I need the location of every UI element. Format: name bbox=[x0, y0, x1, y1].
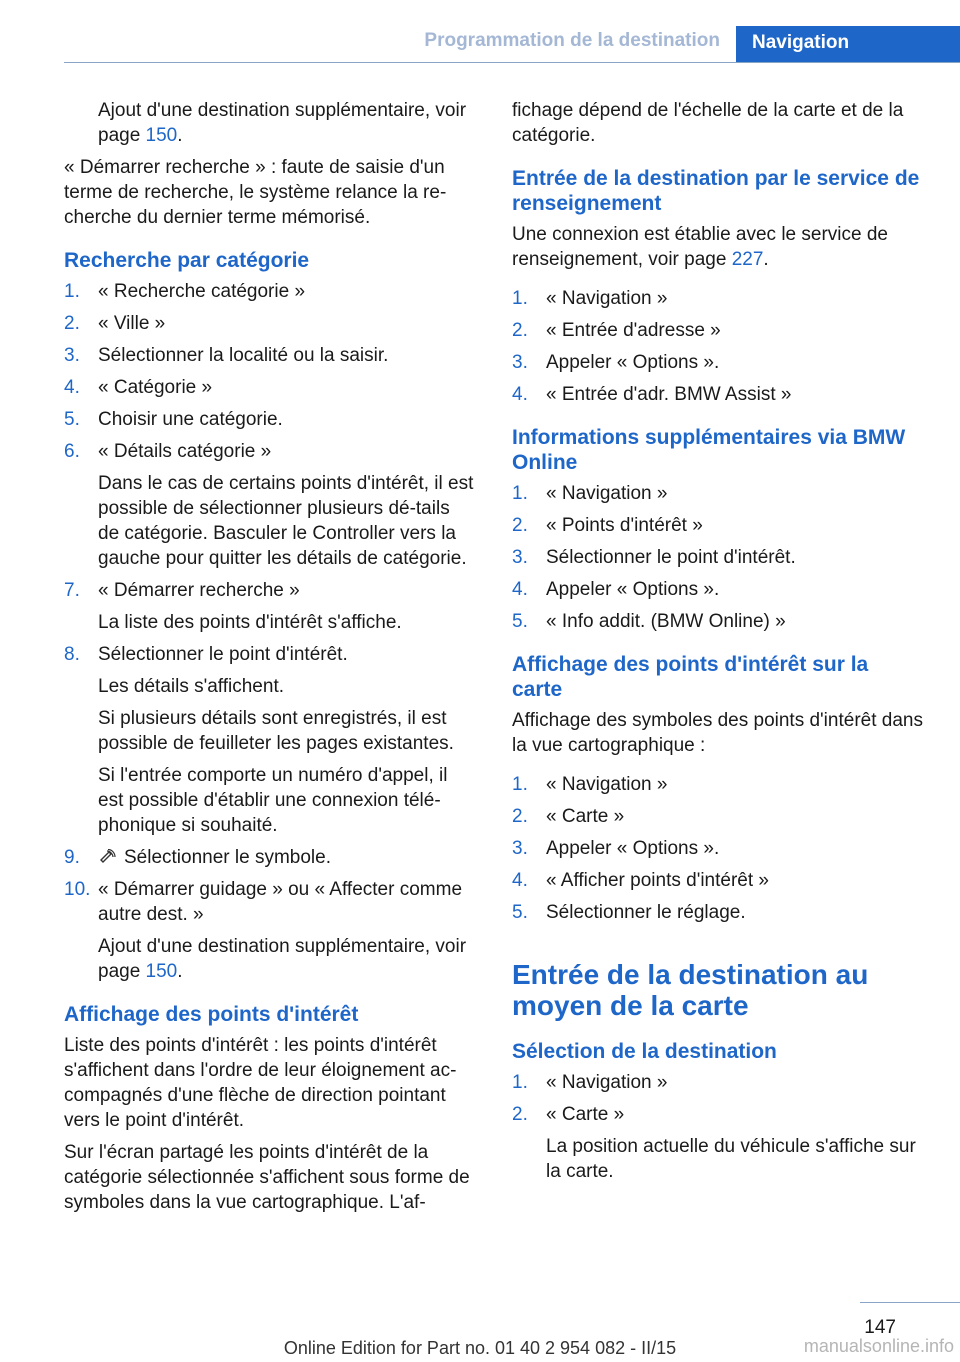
list-item bbox=[512, 513, 924, 538]
list-item bbox=[512, 868, 924, 893]
list-item-subtext-text: La liste des points d'intérêt s'affiche. bbox=[98, 612, 402, 633]
poi-display-heading: Affichage des points d'intérêt bbox=[64, 1003, 359, 1026]
list-item-number: 1. bbox=[64, 281, 80, 302]
list-item-subtext bbox=[98, 471, 476, 571]
list-item bbox=[64, 311, 476, 336]
list-item-number: 9. bbox=[64, 847, 80, 868]
select-destination-steps-list bbox=[512, 1070, 924, 1184]
list-item-text: Sélectionner le symbole. bbox=[124, 847, 331, 868]
list-item-subtext bbox=[98, 934, 476, 984]
list-item bbox=[512, 804, 924, 829]
footer-rule bbox=[860, 1302, 960, 1303]
phone-symbol-icon bbox=[98, 847, 118, 863]
list-item-text: « Afficher points d'intérêt » bbox=[546, 870, 769, 891]
list-item-subtext-text: Si l'entrée comporte un numéro d'appel, il est possible d'établir une connexion télé-phonique si souhaité. bbox=[98, 765, 448, 836]
list-item-text: « Info addit. (BMW Online) » bbox=[546, 611, 786, 632]
list-item-text: Sélectionner la localité ou la saisir. bbox=[98, 345, 389, 366]
list-item-number: 4. bbox=[512, 870, 528, 891]
list-item-text: « Carte » bbox=[546, 1104, 625, 1125]
map-poi-paragraph: Affichage des symboles des points d'intérêt dans la vue cartographique : bbox=[512, 710, 923, 756]
list-item-text: « Catégorie » bbox=[98, 377, 213, 398]
list-item bbox=[512, 382, 924, 407]
list-item-number: 4. bbox=[512, 579, 528, 600]
map-poi-heading: Affichage des points d'intérêt sur la carte bbox=[512, 653, 869, 701]
list-item-text: Sélectionner le réglage. bbox=[546, 902, 746, 923]
page-header bbox=[64, 26, 960, 63]
list-item-text: « Carte » bbox=[546, 806, 625, 827]
list-item bbox=[512, 481, 924, 506]
bmw-online-heading: Informations supplémentaires via BMW Online bbox=[512, 426, 906, 474]
list-item-number: 2. bbox=[512, 806, 528, 827]
list-item-number: 2. bbox=[512, 515, 528, 536]
list-item bbox=[512, 900, 924, 925]
list-item-text: « Navigation » bbox=[546, 288, 668, 309]
list-item-number: 1. bbox=[512, 483, 528, 504]
list-item bbox=[512, 1102, 924, 1184]
edition-footer: Online Edition for Part no. 01 40 2 954 082 - II/15 bbox=[283, 1338, 677, 1358]
list-item-text: « Recherche catégorie » bbox=[98, 281, 306, 302]
list-item bbox=[512, 318, 924, 343]
list-item bbox=[512, 350, 924, 375]
list-item-number: 3. bbox=[512, 352, 528, 373]
list-item bbox=[512, 577, 924, 602]
start-search-note: « Démarrer recherche » : faute de saisie d'un terme de recherche, le système relance la re-cherche du dernier terme mémorisé. bbox=[64, 157, 447, 228]
list-item-number: 1. bbox=[512, 774, 528, 795]
list-item-number: 2. bbox=[512, 1104, 528, 1125]
list-item-number: 2. bbox=[64, 313, 80, 334]
list-item-text: « Navigation » bbox=[546, 483, 668, 504]
list-item-number: 4. bbox=[512, 384, 528, 405]
list-item bbox=[64, 375, 476, 400]
list-item-subtext-text: Si plusieurs détails sont enregistrés, il est possible de feuilleter les pages existantes. bbox=[98, 708, 454, 754]
list-item-number: 5. bbox=[64, 409, 80, 430]
list-item bbox=[64, 279, 476, 304]
list-item-number: 4. bbox=[64, 377, 80, 398]
list-item-text: « Navigation » bbox=[546, 1072, 668, 1093]
list-item-subtext-text: Ajout d'une destination supplémentaire, voir page bbox=[98, 936, 467, 982]
list-item-text: « Points d'intérêt » bbox=[546, 515, 703, 536]
list-item bbox=[64, 642, 476, 838]
list-item-subtext bbox=[98, 674, 476, 699]
list-item-subtext-text: La position actuelle du véhicule s'affiche sur la carte. bbox=[546, 1136, 916, 1182]
intro-paragraph: Ajout d'une destination supplémentaire, voir page 150. bbox=[98, 100, 467, 146]
select-destination-heading: Sélection de la destination bbox=[512, 1040, 777, 1063]
list-item bbox=[512, 545, 924, 570]
category-steps-list bbox=[64, 279, 476, 984]
list-item bbox=[64, 578, 476, 635]
list-item-number: 5. bbox=[512, 902, 528, 923]
list-item-subtext bbox=[98, 763, 476, 838]
list-item-number: 10. bbox=[64, 879, 91, 900]
map-poi-steps-list bbox=[512, 772, 924, 925]
info-service-paragraph: Une connexion est établie avec le service de renseignement, voir page 227. bbox=[512, 224, 889, 270]
list-item-number: 7. bbox=[64, 580, 80, 601]
page-link-150[interactable]: 150 bbox=[145, 961, 178, 982]
list-item-number: 3. bbox=[64, 345, 80, 366]
list-item-subtext-text: Les détails s'affichent. bbox=[98, 676, 285, 697]
list-item-text: « Ville » bbox=[98, 313, 166, 334]
list-item-text: Appeler « Options ». bbox=[546, 579, 720, 600]
list-item bbox=[512, 1070, 924, 1095]
bmw-online-steps-list bbox=[512, 481, 924, 634]
category-search-heading: Recherche par catégorie bbox=[64, 249, 310, 272]
list-item-text: « Entrée d'adresse » bbox=[546, 320, 721, 341]
list-item bbox=[512, 286, 924, 311]
list-item-text: « Entrée d'adr. BMW Assist » bbox=[546, 384, 792, 405]
list-item-subtext-text: Dans le cas de certains points d'intérêt, il est possible de sélectionner plusieurs dé-tails de catégorie. Basculer le Controller vers la gauche pour quitter les détails de catégorie. bbox=[98, 473, 474, 569]
list-item-number: 6. bbox=[64, 441, 80, 462]
list-item bbox=[64, 439, 476, 571]
list-item bbox=[512, 609, 924, 634]
poi-paragraph-2: Sur l'écran partagé les points d'intérêt de la catégorie sélectionnée s'affichent sous forme de symboles dans la vue cartographique. L'af- bbox=[64, 1142, 470, 1213]
info-service-heading: Entrée de la destination par le service de renseignement bbox=[512, 167, 920, 215]
list-item-text: « Navigation » bbox=[546, 774, 668, 795]
continued-paragraph: fichage dépend de l'échelle de la carte et de la catégorie. bbox=[512, 100, 904, 146]
list-item-number: 1. bbox=[512, 1072, 528, 1093]
sub-end: . bbox=[177, 961, 183, 982]
list-item-number: 2. bbox=[512, 320, 528, 341]
list-item-number: 3. bbox=[512, 547, 528, 568]
page-link-150[interactable]: 150 bbox=[145, 125, 178, 146]
list-item-subtext bbox=[546, 1134, 924, 1184]
watermark: manualsonline.info bbox=[803, 1336, 954, 1356]
list-item-text: Appeler « Options ». bbox=[546, 352, 720, 373]
list-item-number: 1. bbox=[512, 288, 528, 309]
list-item-subtext bbox=[98, 610, 476, 635]
list-item-number: 8. bbox=[64, 644, 80, 665]
list-item-text: Appeler « Options ». bbox=[546, 838, 720, 859]
list-item-subtext bbox=[98, 706, 476, 756]
list-item-number: 5. bbox=[512, 611, 528, 632]
list-item-text: « Démarrer recherche » bbox=[98, 580, 300, 601]
list-item-text: Sélectionner le point d'intérêt. bbox=[546, 547, 796, 568]
left-column bbox=[64, 98, 476, 1222]
list-item-text: Choisir une catégorie. bbox=[98, 409, 283, 430]
list-item bbox=[512, 836, 924, 861]
list-item-number: 3. bbox=[512, 838, 528, 859]
poi-paragraph-1: Liste des points d'intérêt : les points d'intérêt s'affichent dans l'ordre de leur éloignement ac-compagnés d'une flèche de direction pointant vers le point d'intérêt. bbox=[64, 1035, 457, 1131]
list-item bbox=[64, 343, 476, 368]
list-item bbox=[512, 772, 924, 797]
info-service-steps-list bbox=[512, 286, 924, 407]
right-column bbox=[512, 98, 924, 1191]
list-item-text: Sélectionner le point d'intérêt. bbox=[98, 644, 348, 665]
list-item-text: « Détails catégorie » bbox=[98, 441, 272, 462]
list-item bbox=[64, 407, 476, 432]
page-link-227[interactable]: 227 bbox=[731, 249, 764, 270]
list-item bbox=[64, 877, 476, 984]
map-destination-heading: Entrée de la destination au moyen de la carte bbox=[512, 959, 869, 1021]
list-item-text: « Démarrer guidage » ou « Affecter comme autre dest. » bbox=[98, 879, 463, 925]
list-item bbox=[64, 845, 476, 870]
header-section-title: Programmation de la destination bbox=[424, 30, 720, 51]
page-number: 147 bbox=[864, 1317, 896, 1338]
header-chapter-tab: Navigation bbox=[736, 26, 960, 62]
